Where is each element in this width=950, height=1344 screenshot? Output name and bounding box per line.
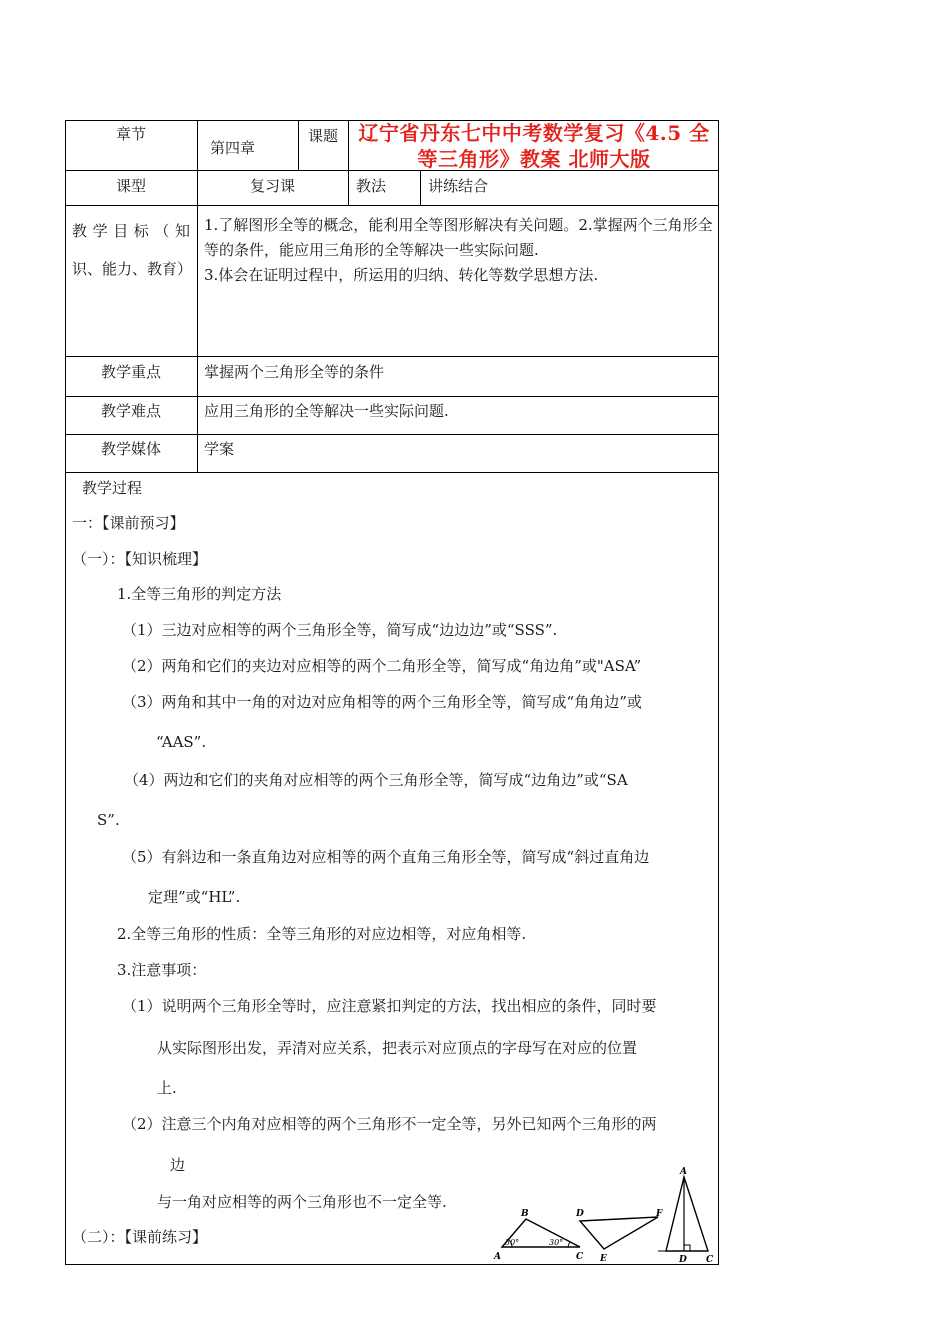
method-3b: “AAS”.	[156, 733, 207, 751]
method-label: 教法	[356, 177, 387, 195]
topic-label: 课题	[307, 127, 338, 145]
triangle-3	[666, 1177, 708, 1251]
page-title: 辽宁省丹东七中中考数学复习《4.5 全等三角形》教案 北师大版	[358, 121, 710, 171]
table-line	[65, 434, 719, 435]
type-label: 课型	[115, 177, 146, 195]
method-4a: （4）两边和它们的夹角对应相等的两个三角形全等，简写成“边角边”或“SA	[124, 771, 628, 789]
method-5a: （5）有斜边和一条直角边对应相等的两个直角三角形全等，简写成“斜过直角边	[122, 848, 650, 866]
key-point-value: 掌握两个三角形全等的条件	[204, 363, 385, 381]
note-2a: （2）注意三个内角对应相等的两个三角形不一定全等，另外已知两个三角形的两	[122, 1115, 657, 1133]
type-value: 复习课	[249, 177, 295, 195]
note-2b: 边	[170, 1156, 186, 1174]
triangle-def	[580, 1217, 658, 1249]
label-a3: A	[680, 1167, 687, 1177]
label-angle-30: 30°	[549, 1238, 564, 1247]
method-2: （2）两角和它们的夹边对应相等的两个二角形全等，简写成“角边角”或"ASA”	[122, 657, 642, 675]
angle-c-arc	[568, 1242, 570, 1247]
goals-label: 教学目标（知识、能力、教育）	[72, 222, 193, 278]
table-line	[65, 120, 66, 1265]
process-heading: 教学过程	[82, 479, 143, 497]
right-angle-mark	[684, 1245, 690, 1251]
key-point-label: 教学重点	[100, 363, 161, 381]
method-3a: （3）两角和其中一角的对边对应角相等的两个三角形全等，简写成“角角边”或	[122, 693, 642, 711]
note-1c: 上.	[157, 1079, 177, 1097]
label-b1: B	[521, 1209, 529, 1219]
label-e2: E	[600, 1254, 607, 1264]
subsection-2-heading: （二）：【课前练习】	[72, 1228, 208, 1246]
goals-text-1: 1.了解图形全等的概念，能利用全等图形解决有关问题。2.掌握两个三角形全等的条件，能应用三角形的全等解决一些实际问题.	[204, 216, 713, 259]
triangles-figure	[490, 1165, 718, 1265]
table-line	[65, 472, 719, 473]
table-line	[718, 120, 719, 1265]
subsection-1-heading: （一）：【知识梳理】	[72, 550, 208, 568]
table-line	[348, 120, 349, 205]
difficulty-value: 应用三角形的全等解决一些实际问题.	[204, 402, 449, 420]
method-4b: S”.	[97, 811, 120, 829]
table-line	[197, 120, 198, 472]
media-value: 学案	[204, 440, 235, 458]
method-value: 讲练结合	[428, 177, 489, 195]
table-line	[65, 356, 719, 357]
method-1: （1）三边对应相等的两个三角形全等，简写成“边边边”或“SSS”.	[122, 621, 558, 639]
table-line	[65, 396, 719, 397]
label-d3: D	[679, 1255, 687, 1265]
note-1a: （1）说明两个三角形全等时，应注意紧扣判定的方法，找出相应的条件，同时要	[122, 997, 657, 1015]
difficulty-label: 教学难点	[100, 402, 161, 420]
label-c3: C	[706, 1255, 714, 1265]
goals-text	[204, 213, 716, 288]
item-1: 1.全等三角形的判定方法	[117, 585, 282, 603]
label-d2: D	[576, 1209, 584, 1219]
table-line	[65, 205, 719, 206]
note-2c: 与一角对应相等的两个三角形也不一定全等.	[157, 1193, 447, 1211]
label-angle-50: 50°	[505, 1238, 520, 1247]
method-5b: 定理”或“HL”.	[148, 888, 241, 906]
label-f2: F	[656, 1209, 663, 1219]
chapter-value: 第四章	[210, 139, 256, 157]
item-3: 3.注意事项：	[117, 961, 207, 979]
label-a1: A	[494, 1252, 501, 1262]
label-c1: C	[576, 1252, 584, 1262]
item-2: 2.全等三角形的性质：全等三角形的对应边相等，对应角相等.	[117, 925, 527, 943]
section-1-heading: 一：【课前预习】	[72, 514, 185, 532]
chapter-label: 章节	[115, 125, 146, 143]
goals-text-2: 3.体会在证明过程中，所运用的归纳、转化等数学思想方法.	[204, 266, 599, 284]
table-line	[420, 170, 421, 205]
note-1b: 从实际图形出发，弄清对应关系，把表示对应顶点的字母写在对应的位置	[157, 1039, 638, 1057]
media-label: 教学媒体	[100, 440, 161, 458]
